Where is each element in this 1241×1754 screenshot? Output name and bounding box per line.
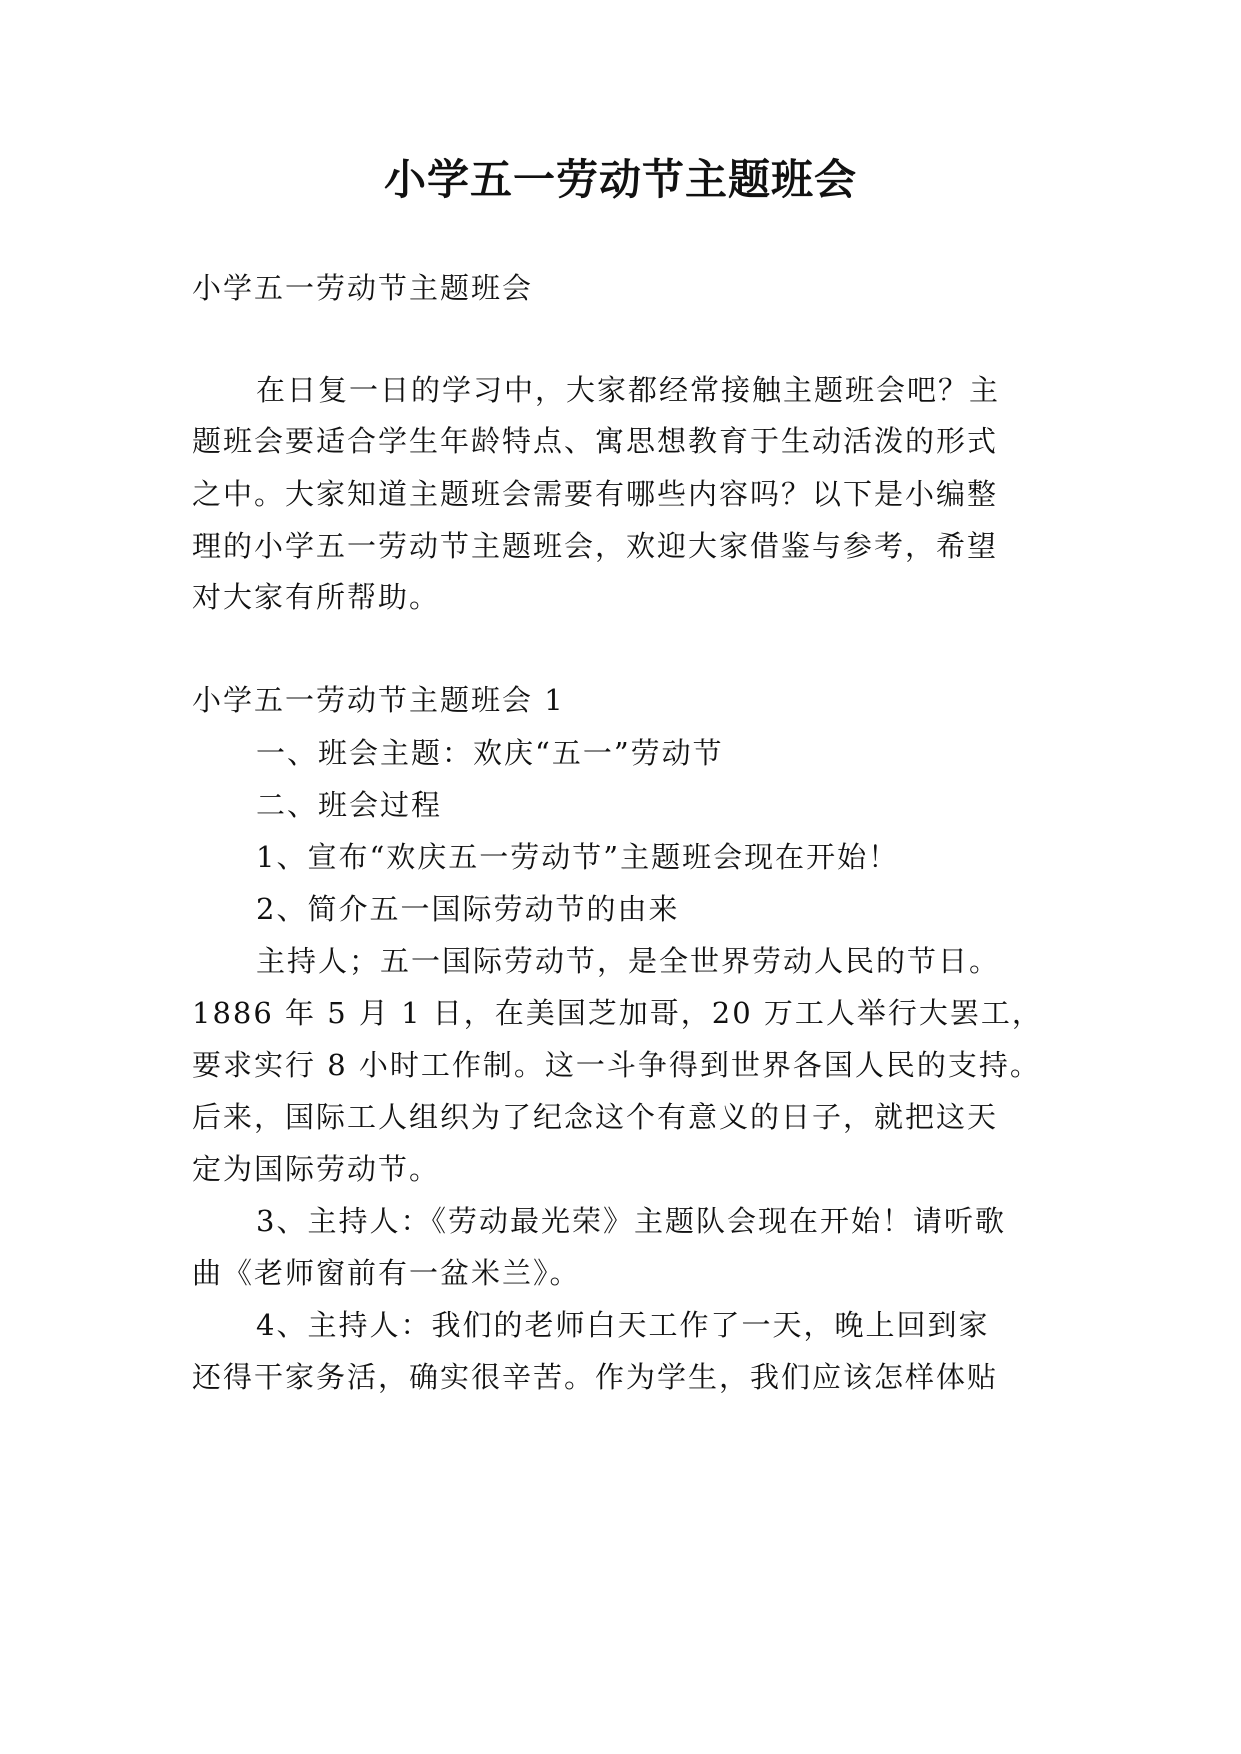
intro-line: 在日复一日的学习中，大家都经常接触主题班会吧？主 [256,373,1001,407]
intro-line: 对大家有所帮助。 [192,580,441,614]
intro-line: 题班会要适合学生年龄特点、寓思想教育于生动活泼的形式 [192,424,999,458]
section-heading: 小学五一劳动节主题班会 1 [192,683,565,717]
document-title: 小学五一劳动节主题班会 [383,155,857,204]
section-line: 要求实行 8 小时工作制。这一斗争得到世界各国人民的支持。 [192,1048,1041,1082]
intro-line: 之中。大家知道主题班会需要有哪些内容吗？以下是小编整 [192,477,999,511]
intro-line: 理的小学五一劳动节主题班会，欢迎大家借鉴与参考，希望 [192,529,999,563]
section-line: 二、班会过程 [256,788,443,822]
section-line: 曲《老师窗前有一盆米兰》。 [192,1256,581,1290]
document-subtitle: 小学五一劳动节主题班会 [192,271,534,305]
section-line: 一、班会主题：欢庆“五一”劳动节 [256,736,724,770]
section-line: 后来，国际工人组织为了纪念这个有意义的日子，就把这天 [192,1100,999,1134]
section-line: 还得干家务活，确实很辛苦。作为学生，我们应该怎样体贴 [192,1360,999,1394]
section-line: 主持人；五一国际劳动节，是全世界劳动人民的节日。 [256,944,1001,978]
section-line: 3、主持人：《劳动最光荣》主题队会现在开始！请听歌 [256,1204,1006,1238]
section-line: 定为国际劳动节。 [192,1152,441,1186]
section-line: 4、主持人：我们的老师白天工作了一天，晚上回到家 [256,1308,990,1342]
section-line: 1、宣布“欢庆五一劳动节”主题班会现在开始！ [256,840,900,874]
section-line: 1886 年 5 月 1 日，在美国芝加哥，20 万工人举行大罢工， [192,996,1043,1030]
section-line: 2、简介五一国际劳动节的由来 [256,892,680,926]
